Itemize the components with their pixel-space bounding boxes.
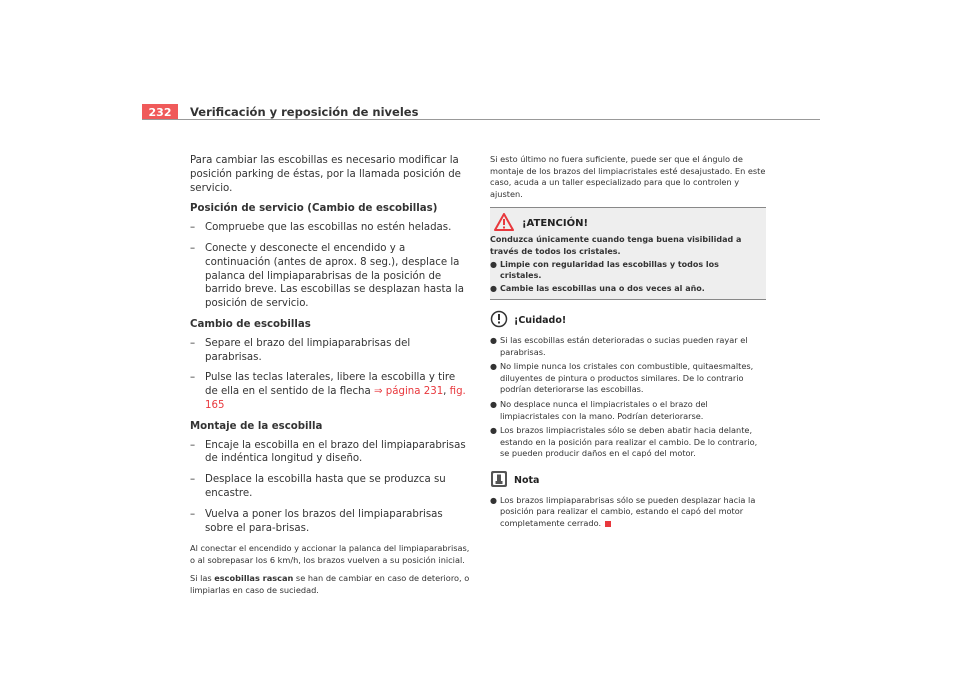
step-text: Vuelva a poner los brazos del limpiaparabrisas sobre el para-brisas. xyxy=(205,508,443,534)
warning-header xyxy=(490,212,760,234)
caution-item xyxy=(490,361,766,396)
item-text: Limpie con regularidad las escobillas y todos los cristales. xyxy=(500,259,719,280)
caution-item xyxy=(490,335,766,358)
bullet-icon: ● xyxy=(490,259,497,269)
dash-marker: – xyxy=(190,337,196,349)
change-step xyxy=(190,371,470,412)
note-paragraph: Al conectar el encendido y accionar la palanca del limpiaparabrisas, o al sobrepasar los 6 km/h, los brazos vuelven a su posición inicial. xyxy=(190,543,470,565)
step-text: Compruebe que las escobillas no estén heladas. xyxy=(205,222,452,234)
note-emphasis: escobillas rascan xyxy=(214,573,294,584)
item-text: Cambie las escobillas una o dos veces al año. xyxy=(500,284,705,294)
dash-marker: – xyxy=(190,242,196,254)
note-text: Si las xyxy=(190,573,215,584)
note-title: Nota xyxy=(514,474,540,486)
service-step xyxy=(190,221,470,235)
bullet-icon: ● xyxy=(490,362,497,372)
dash-marker: – xyxy=(190,222,196,234)
warning-item xyxy=(490,283,760,294)
dash-marker: – xyxy=(190,508,196,520)
note-header xyxy=(490,470,766,492)
reference-arrow[interactable]: ⇒ xyxy=(373,386,383,398)
bullet-icon: ● xyxy=(490,335,497,345)
mount-step xyxy=(190,439,470,467)
dash-marker: – xyxy=(190,439,196,451)
item-text: Si las escobillas están deterioradas o sucias pueden rayar el parabrisas. xyxy=(500,334,748,357)
header-divider xyxy=(142,119,820,120)
caution-header xyxy=(490,310,766,332)
caution-title: ¡Cuidado! xyxy=(514,315,567,327)
right-column xyxy=(490,154,766,529)
bullet-icon: ● xyxy=(490,284,497,294)
caution-icon xyxy=(490,310,508,332)
page-reference-link[interactable]: página 231 xyxy=(385,386,444,398)
change-heading: Cambio de escobillas xyxy=(190,318,311,330)
note-text: se han de cambiar en caso de deterioro, o limpiarlas en caso de suciedad. xyxy=(190,573,470,595)
note-paragraph xyxy=(190,573,470,596)
warning-box xyxy=(490,207,766,300)
item-text: Los brazos limpiaparabrisas sólo se pueden desplazar hacia la posición para realizar el cambio, estando el capó del motor completamente cerrado. xyxy=(500,494,756,528)
warning-item xyxy=(490,259,760,281)
warning-text: Conduzca únicamente cuando tenga buena visibilidad a través de todos los cristales. xyxy=(490,235,742,256)
mount-step xyxy=(190,508,470,536)
warning-triangle-icon xyxy=(494,213,514,235)
item-text: Los brazos limpiacristales sólo se deben abatir hacia delante, estando en la posición para realizar el cambio. De lo contrario, se pueden producir daños en el capó del motor. xyxy=(500,425,758,459)
dash-marker: – xyxy=(190,474,196,486)
mount-heading: Montaje de la escobilla xyxy=(190,420,323,432)
step-text: Conecte y desconecte el encendido y a continuación (antes de aprox. 8 seg.), desplace la palanca del limpiaparabrisas de la posición de barrido breve. Las escobillas se desplazan hasta la posición de servicio. xyxy=(205,242,465,310)
mount-step xyxy=(190,473,470,501)
figure-reference-link[interactable]: fig. 165 xyxy=(205,386,466,411)
item-text: No desplace nunca el limpiacristales o el brazo del limpiacristales con la mano. Podrían deteriorarse. xyxy=(500,398,708,421)
intro-paragraph: Si esto último no fuera suficiente, puede ser que el ángulo de montaje de los brazos del limpiacristales esté desajustado. En este caso, acuda a un taller especializado para que lo controlen y ajusten. xyxy=(490,154,766,199)
note-item xyxy=(490,495,766,530)
step-text: Separe el brazo del limpiaparabrisas del parabrisas. xyxy=(205,337,411,363)
bullet-icon: ● xyxy=(490,495,497,505)
step-text: Desplace la escobilla hasta que se produzca su encastre. xyxy=(205,474,446,499)
warning-title: ¡ATENCIÓN! xyxy=(522,217,589,229)
dash-marker: – xyxy=(190,372,196,384)
change-step xyxy=(190,337,470,365)
item-text: No limpie nunca los cristales con combustible, quitaesmaltes, diluyentes de pintura o productos similares. De lo contrario podrían deteriorarse las escobillas. xyxy=(500,361,754,395)
step-text: Encaje la escobilla en el brazo del limpiaparabrisas de indéntica longitud y diseño. xyxy=(205,439,466,465)
page-title: Verificación y reposición de niveles xyxy=(190,105,419,119)
page-number: 232 xyxy=(142,104,178,120)
bullet-icon: ● xyxy=(490,426,497,436)
caution-item xyxy=(490,399,766,422)
reference-separator: , xyxy=(443,386,450,398)
left-column xyxy=(190,154,470,603)
service-heading: Posición de servicio (Cambio de escobillas) xyxy=(190,203,438,215)
service-step xyxy=(190,242,470,311)
note-icon xyxy=(490,470,508,492)
step-text: Pulse las teclas laterales, libere la escobilla y tire de ella en el sentido de la flecha xyxy=(205,372,456,398)
end-of-section-icon xyxy=(605,521,611,527)
warning-body xyxy=(490,234,760,294)
caution-item xyxy=(490,425,766,460)
intro-paragraph: Para cambiar las escobillas es necesario modificar la posición parking de éstas, por la llamada posición de servicio. xyxy=(190,155,461,194)
bullet-icon: ● xyxy=(490,399,497,409)
